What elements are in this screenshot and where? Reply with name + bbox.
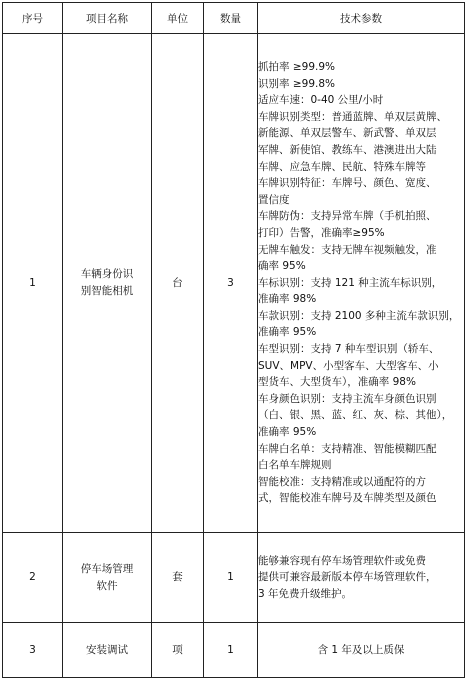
cell-unit: 项 <box>152 623 204 678</box>
tech-line: 适应车速：0-40 公里/小时 <box>258 94 384 107</box>
name-line: 停车场管理 <box>80 562 134 575</box>
tech-line: 车身颜色识别：支持主流车身颜色识别 <box>258 392 437 405</box>
cell-seq: 2 <box>3 533 63 623</box>
cell-qty: 3 <box>204 34 258 533</box>
header-seq: 序号 <box>3 3 63 34</box>
tech-line: 含 1 年及以上质保 <box>317 643 405 656</box>
tech-line: 车牌识别特征：车牌号、颜色、宽度、 <box>258 177 437 190</box>
name-line: 软件 <box>96 579 118 592</box>
tech-line: 抓拍率 ≥99.9% <box>258 60 335 73</box>
tech-line: 准确率 95% <box>258 426 317 439</box>
cell-tech <box>258 623 465 678</box>
tech-line: （白、银、黑、蓝、红、灰、棕、其他）， <box>258 409 453 422</box>
tech-line: 白名单车牌规则 <box>258 459 332 472</box>
cell-unit: 台 <box>152 34 204 533</box>
header-unit: 单位 <box>152 3 204 34</box>
cell-tech <box>258 34 465 533</box>
tech-line: 车款识别：支持 2100 多种主流车款识别， <box>258 309 460 322</box>
tech-line: 智能校准：支持精准或以通配符的方 <box>258 475 426 488</box>
tech-line: 能够兼容现有停车场管理软件或免费 <box>258 554 426 567</box>
tech-line: 识别率 ≥99.8% <box>258 77 335 90</box>
tech-line: 打印）告警，准确率≥95% <box>258 226 385 239</box>
cell-tech <box>258 533 465 623</box>
name-line: 安装调试 <box>86 643 128 656</box>
tech-line: 车牌识别类型：普通蓝牌、单双层黄牌、 <box>258 110 447 123</box>
tech-line: 车牌白名单：支持精准、智能模糊匹配 <box>258 442 437 455</box>
tech-line: 准确率 98% <box>258 293 317 306</box>
cell-name <box>63 34 152 533</box>
tech-line: 式，智能校准车牌号及车牌类型及颜色 <box>258 492 437 505</box>
cell-seq: 3 <box>3 623 63 678</box>
tech-line: 军牌、新使馆、教练车、港澳进出大陆 <box>258 143 437 156</box>
name-line: 别智能相机 <box>80 285 134 297</box>
tech-line: 提供可兼容最新版本停车场管理软件， <box>258 571 437 584</box>
header-qty: 数量 <box>204 3 258 34</box>
cell-qty: 1 <box>204 533 258 623</box>
tech-line: 车牌防伪：支持异常车牌（手机拍照、 <box>258 210 437 223</box>
table-row <box>3 34 465 533</box>
tech-line: 无牌车触发：支持无牌车视频触发，准 <box>258 243 437 256</box>
tech-line: 准确率 95% <box>258 326 317 339</box>
tech-line: 新能源、单双层警车、新武警、单双层 <box>258 127 437 140</box>
table-row <box>3 533 465 623</box>
header-row <box>3 3 465 34</box>
spec-table <box>2 2 465 678</box>
name-line: 车辆身份识 <box>80 268 134 280</box>
header-tech: 技术参数 <box>258 3 465 34</box>
tech-line: 型货车、大型货车），准确率 98% <box>258 376 416 389</box>
cell-qty: 1 <box>204 623 258 678</box>
table-row <box>3 623 465 678</box>
tech-line: 3 年免费升级维护。 <box>258 587 353 600</box>
tech-line: 车型识别：支持 7 种车型识别（轿车、 <box>258 343 440 356</box>
cell-name <box>63 623 152 678</box>
tech-line: 置信度 <box>258 193 290 206</box>
cell-seq: 1 <box>3 34 63 533</box>
tech-line: 车牌、应急车牌、民航、特殊车牌等 <box>258 160 426 173</box>
tech-line: SUV、MPV、小型客车、大型客车、小 <box>258 359 439 372</box>
header-name: 项目名称 <box>63 3 152 34</box>
tech-line: 车标识别：支持 121 种主流车标识别， <box>258 276 443 289</box>
spec-table-container <box>2 2 464 674</box>
cell-name <box>63 533 152 623</box>
cell-unit: 套 <box>152 533 204 623</box>
tech-line: 确率 95% <box>258 260 306 273</box>
